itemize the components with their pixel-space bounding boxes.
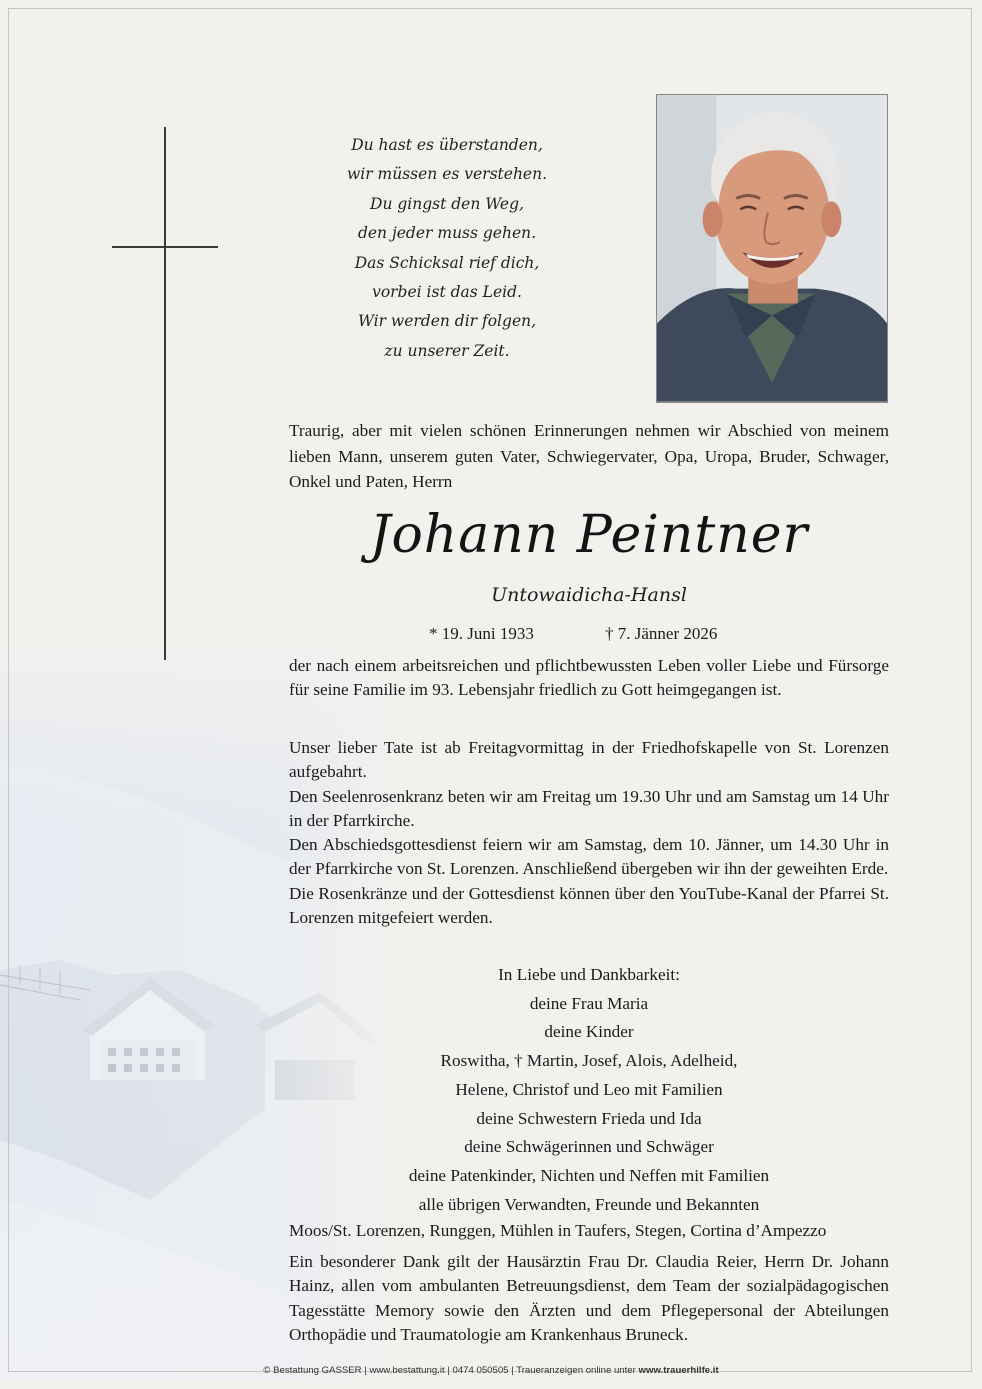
funeral-detail-line: Die Rosenkränze und der Gottesdienst können über den YouTube-Kanal der Pfarrei St. Lorenzen mitgefeiert werden. [289, 883, 889, 928]
footer-company: © Bestattung GASSER [263, 1365, 362, 1376]
mourner-line: deine Schwägerinnen und Schwäger [464, 1137, 714, 1157]
mourner-line: In Liebe und Dankbarkeit: [498, 965, 680, 984]
footer-separator: | [364, 1365, 370, 1376]
mourner-line: deine Schwestern Frieda und Ida [476, 1108, 702, 1128]
funeral-detail-line: Den Abschiedsgottesdienst feiern wir am Samstag, dem 10. Jänner, um 14.30 Uhr in der Pfarrkirche von St. Lorenzen. Anschließend übergeben wir ihn der geweihten Erde. [289, 835, 889, 879]
mourner-line: Helene, Christof und Leo mit Familien [455, 1079, 723, 1099]
poem-line: Das Schicksal rief dich, [354, 253, 540, 272]
footer [0, 1364, 982, 1378]
footer-website-link[interactable]: www.bestattung.it [369, 1365, 445, 1376]
mourner-line: deine Kinder [544, 1022, 634, 1042]
funeral-detail-line: Unser lieber Tate ist ab Freitagvormittag in der Friedhofskapelle von St. Lorenzen aufgebahrt. [289, 738, 889, 782]
places-line: Moos/St. Lorenzen, Runggen, Mühlen in Taufers, Stegen, Cortina d’Ampezzo [289, 1221, 827, 1240]
funeral-detail-line: Den Seelenrosenkranz beten wir am Freitag um 19.30 Uhr und am Samstag um 14 Uhr in der Pfarrkirche. [289, 786, 889, 830]
mourner-line: deine Frau Maria [529, 993, 649, 1013]
poem-line: wir müssen es verstehen. [346, 165, 548, 184]
footer-online-label: Traueranzeigen online unter [516, 1365, 636, 1376]
cross-symbol [112, 127, 218, 660]
poem-line: vorbei ist das Leid. [372, 283, 522, 302]
portrait-photo [656, 94, 888, 403]
poem-line: Du gingst den Weg, [370, 194, 524, 213]
birth-date: * 19. Juni 1933 [429, 624, 534, 643]
funeral-details [289, 736, 889, 930]
poem-line: Du hast es überstanden, [351, 136, 543, 154]
intro-text: Traurig, aber mit vielen schönen Erinnerungen nehmen wir Abschied von meinem lieben Mann, unserem guten Vater, Schwiegervater, Opa, Uropa, Bruder, Schwager, Onkel und Paten, Herrn [289, 421, 889, 491]
mourner-line: deine Patenkinder, Nichten und Neffen mit Familien [408, 1165, 770, 1185]
footer-phone: 0474 050505 [452, 1365, 509, 1376]
mourner-line: alle übrigen Verwandten, Freunde und Bekannten [418, 1194, 760, 1214]
footer-separator: | [447, 1365, 453, 1376]
footer-separator: | [511, 1365, 517, 1376]
mourner-line: Roswitha, † Martin, Josef, Alois, Adelheid, [440, 1051, 738, 1071]
deceased-name: Johann Peintner [369, 505, 809, 565]
footer-online-link[interactable]: www.trauerhilfe.it [638, 1365, 719, 1376]
death-date: † 7. Jänner 2026 [605, 624, 718, 643]
poem-line: zu unserer Zeit. [384, 341, 510, 360]
poem-line: Wir werden dir folgen, [357, 312, 537, 331]
deceased-nickname: Untowaidicha-Hansl [491, 584, 687, 606]
passing-paragraph: der nach einem arbeitsreichen und pflichtbewussten Leben voller Liebe und Fürsorge für seine Familie im 93. Lebensjahr friedlich zu Gott heimgegangen ist. [289, 656, 889, 700]
memorial-poem [318, 131, 576, 366]
thanks-paragraph: Ein besonderer Dank gilt der Hausärztin Frau Dr. Claudia Reier, Herrn Dr. Johann Hainz, allen vom ambulanten Betreuungsdienst, dem Team der sozialpädagogischen Tagesstätte Memory sowie den Ärzten und dem Pflegepersonal der Abteilungen Orthopädie und Traumatologie am Krankenhaus Bruneck. [289, 1252, 889, 1344]
poem-line: den jeder muss gehen. [357, 224, 537, 243]
mourners-list [289, 961, 889, 1219]
